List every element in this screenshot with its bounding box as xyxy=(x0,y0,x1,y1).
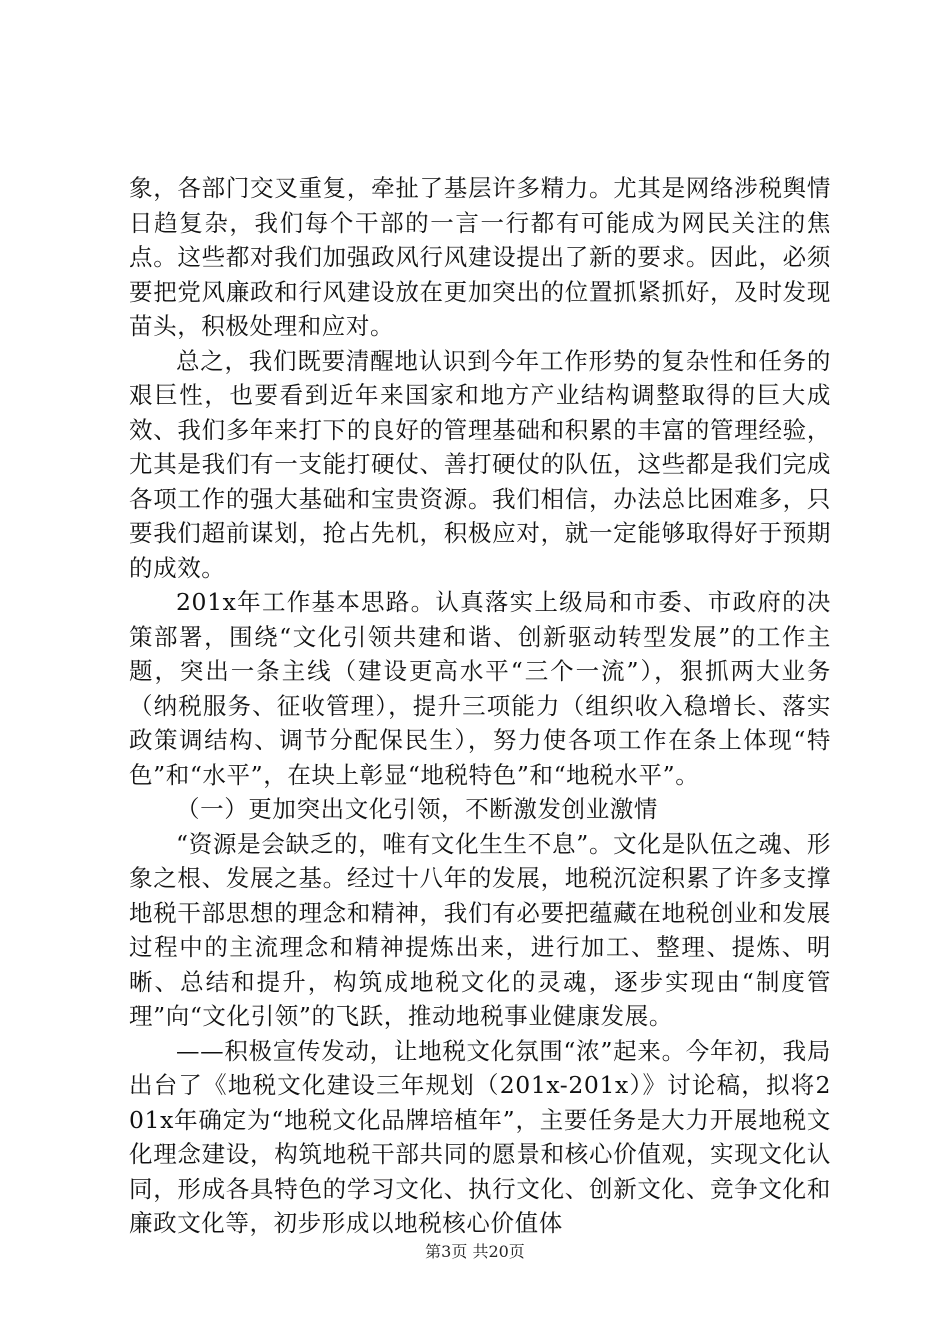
paragraph-publicity: ——积极宣传发动，让地税文化氛围“浓”起来。今年初，我局出台了《地税文化建设三年规划（201x-201x）》讨论稿，拟将201x年确定为“地税文化品牌培植年”，主要任务是大力开展地税文化理念建设，构筑地税干部共同的愿景和核心价值观，实现文化认同，形成各具特色的学习文化、执行文化、创新文化、竞争文化和廉政文化等，初步形成以地税核心价值体 xyxy=(129,1036,831,1237)
paragraph-culture: “资源是会缺乏的，唯有文化生生不息”。文化是队伍之魂、形象之根、发展之基。经过十八年的发展，地税沉淀积累了许多支撑地税干部思想的理念和精神，我们有必要把蕴藏在地税创业和发展过程中的主流理念和精神提炼出来，进行加工、整理、提炼、明晰、总结和提升，构筑成地税文化的灵魂，逐步实现由“制度管理”向“文化引领”的飞跃，推动地税事业健康发展。 xyxy=(129,829,831,1030)
page-footer: 第3页 共20页 xyxy=(425,1242,525,1261)
paragraph-continued: 象，各部门交叉重复，牵扯了基层许多精力。尤其是网络涉税舆情日趋复杂，我们每个干部的一言一行都有可能成为网民关注的焦点。这些都对我们加强政风行风建设提出了新的要求。因此，必须要把党风廉政和行风建设放在更加突出的位置抓紧抓好，及时发现苗头，积极处理和应对。 xyxy=(129,174,831,340)
paragraph-summary: 总之，我们既要清醒地认识到今年工作形势的复杂性和任务的艰巨性，也要看到近年来国家和地方产业结构调整取得的巨大成效、我们多年来打下的良好的管理基础和积累的丰富的管理经验，尤其是我们有一支能打硬仗、善打硬仗的队伍，这些都是我们完成各项工作的强大基础和宝贵资源。我们相信，办法总比困难多，只要我们超前谋划，抢占先机，积极应对，就一定能够取得好于预期的成效。 xyxy=(129,346,831,582)
document-body xyxy=(129,171,831,1241)
paragraph-work-plan: 201x年工作基本思路。认真落实上级局和市委、市政府的决策部署，围绕“文化引领共建和谐、创新驱动转型发展”的工作主题，突出一条主线（建设更高水平“三个一流”），狠抓两大业务（纳税服务、征收管理），提升三项能力（组织收入稳增长、落实政策调结构、调节分配保民生），努力使各项工作在条上体现“特色”和“水平”，在块上彰显“地税特色”和“地税水平”。 xyxy=(129,588,831,789)
section-heading: （一）更加突出文化引领，不断激发创业激情 xyxy=(176,795,658,823)
